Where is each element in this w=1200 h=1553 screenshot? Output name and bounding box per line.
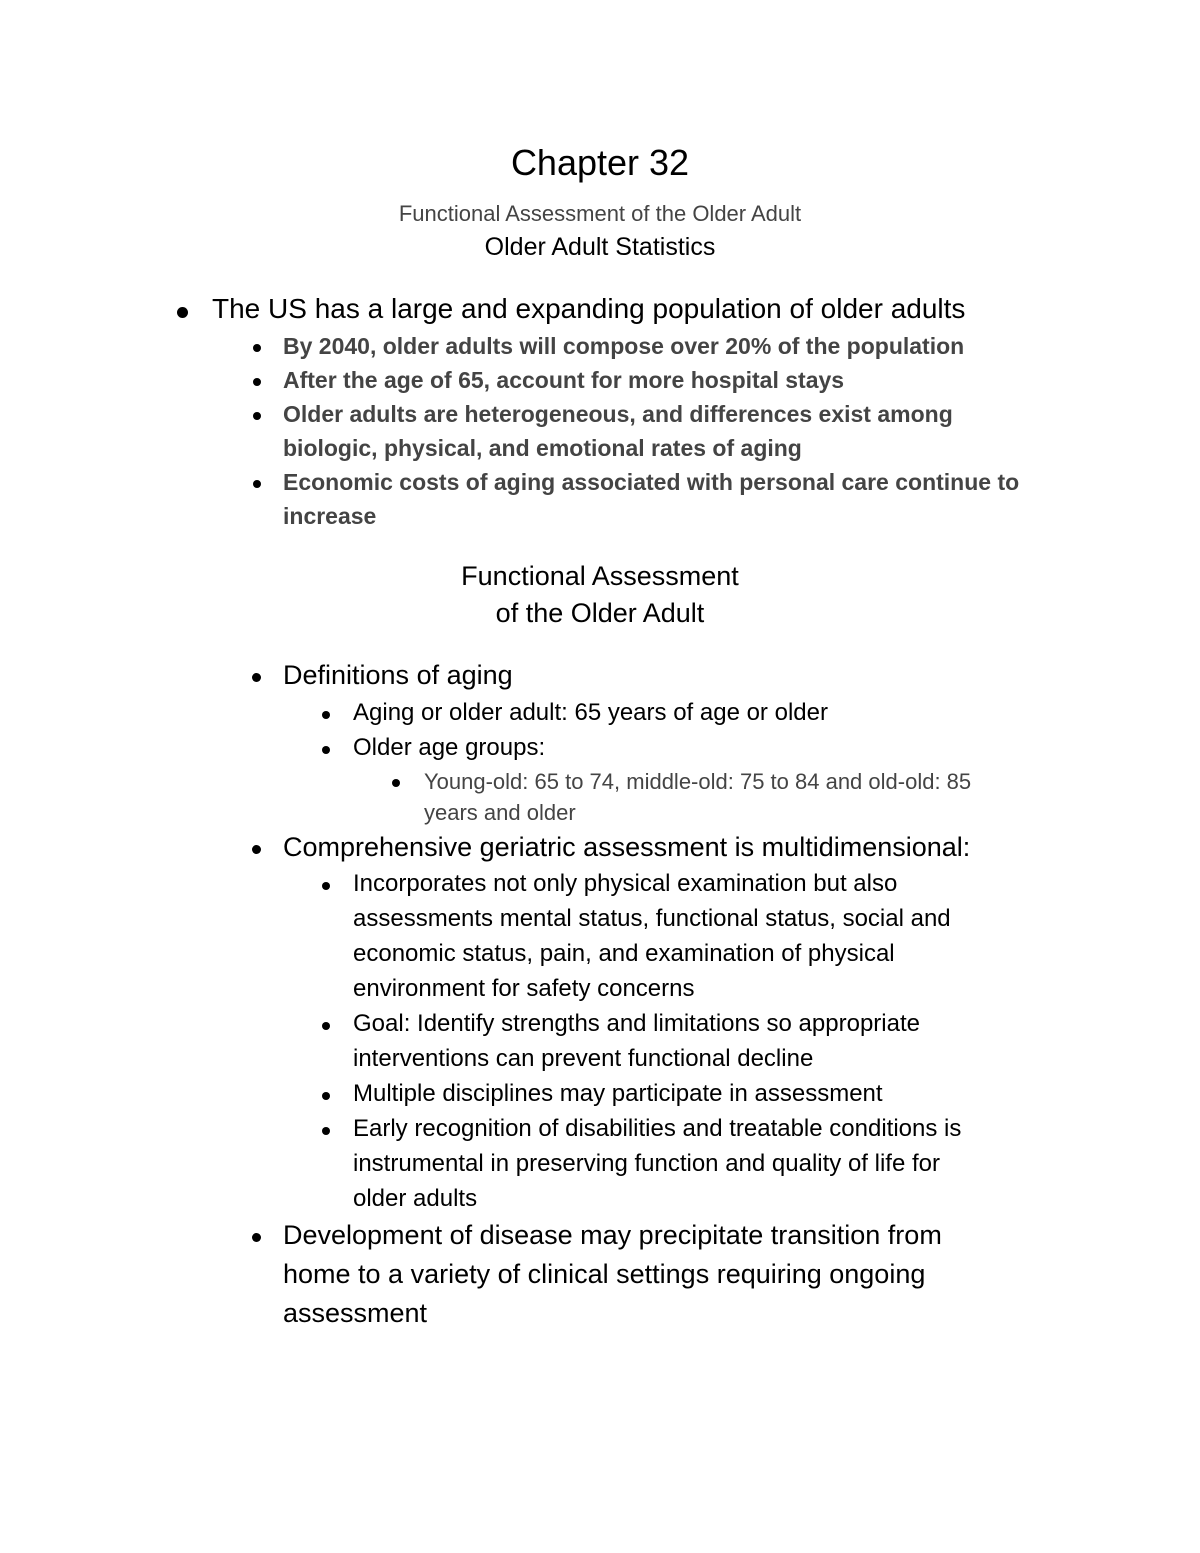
development-of-disease-item-continued: assessment (283, 1298, 428, 1328)
bullet-icon (253, 378, 261, 386)
document-subtitle: Functional Assessment of the Older Adult (398, 201, 802, 226)
statistics-sub-bullet: Older adults are heterogeneous, and differences exist among (283, 401, 953, 427)
comprehensive-item: Early recognition of disabilities and treatable conditions is (353, 1115, 962, 1142)
comprehensive-assessment-label: Comprehensive geriatric assessment is multidimensional: (283, 832, 971, 862)
bullet-icon (252, 1233, 261, 1242)
bullet-icon (253, 412, 261, 420)
statistics-sub-bullet: Economic costs of aging associated with personal care continue to (283, 469, 1020, 495)
statistics-sub-bullet-continued: biologic, physical, and emotional rates of aging (283, 435, 802, 461)
comprehensive-item: Goal: Identify strengths and limitations so appropriate (353, 1010, 920, 1037)
bullet-icon (177, 307, 188, 318)
bullet-icon (253, 480, 261, 488)
bullet-icon (252, 673, 261, 682)
section-heading-statistics: Older Adult Statistics (484, 233, 716, 261)
bullet-icon (322, 1022, 330, 1030)
comprehensive-item: Incorporates not only physical examination but also (353, 870, 898, 897)
development-of-disease-item-continued: home to a variety of clinical settings requiring ongoing (283, 1259, 926, 1289)
statistics-sub-bullet-continued: increase (283, 503, 377, 529)
chapter-title: Chapter 32 (510, 142, 690, 183)
comprehensive-item-continued: environment for safety concerns (353, 975, 695, 1002)
age-groups-detail: Young-old: 65 to 74, middle-old: 75 to 84 and old-old: 85 (424, 769, 972, 794)
definition-item: Older age groups: (353, 734, 546, 761)
statistics-sub-bullet: By 2040, older adults will compose over 20% of the population (283, 333, 965, 359)
bullet-icon (252, 845, 261, 854)
comprehensive-item-continued: older adults (353, 1185, 478, 1212)
comprehensive-item-continued: economic status, pain, and examination of physical (353, 940, 895, 967)
definitions-of-aging-label: Definitions of aging (283, 660, 513, 690)
definition-item: Aging or older adult: 65 years of age or older (353, 699, 828, 726)
bullet-icon (322, 1092, 330, 1100)
bullet-icon (392, 779, 400, 787)
statistics-main-bullet: The US has a large and expanding population of older adults (212, 293, 966, 324)
age-groups-detail-continued: years and older (424, 800, 576, 825)
comprehensive-item: Multiple disciplines may participate in assessment (353, 1080, 883, 1107)
bullet-icon (322, 882, 330, 890)
bullet-icon (322, 1127, 330, 1135)
bullet-icon (322, 746, 330, 754)
comprehensive-item-continued: interventions can prevent functional decline (353, 1045, 814, 1072)
comprehensive-item-continued: instrumental in preserving function and quality of life for (353, 1150, 940, 1177)
development-of-disease-item: Development of disease may precipitate transition from (283, 1220, 942, 1250)
bullet-icon (253, 344, 261, 352)
statistics-sub-bullet: After the age of 65, account for more hospital stays (283, 367, 845, 393)
comprehensive-item-continued: assessments mental status, functional status, social and (353, 905, 951, 932)
bullet-icon (322, 711, 330, 719)
section-heading-functional-assessment-line2: of the Older Adult (495, 598, 705, 628)
section-heading-functional-assessment: Functional Assessment (461, 561, 739, 591)
